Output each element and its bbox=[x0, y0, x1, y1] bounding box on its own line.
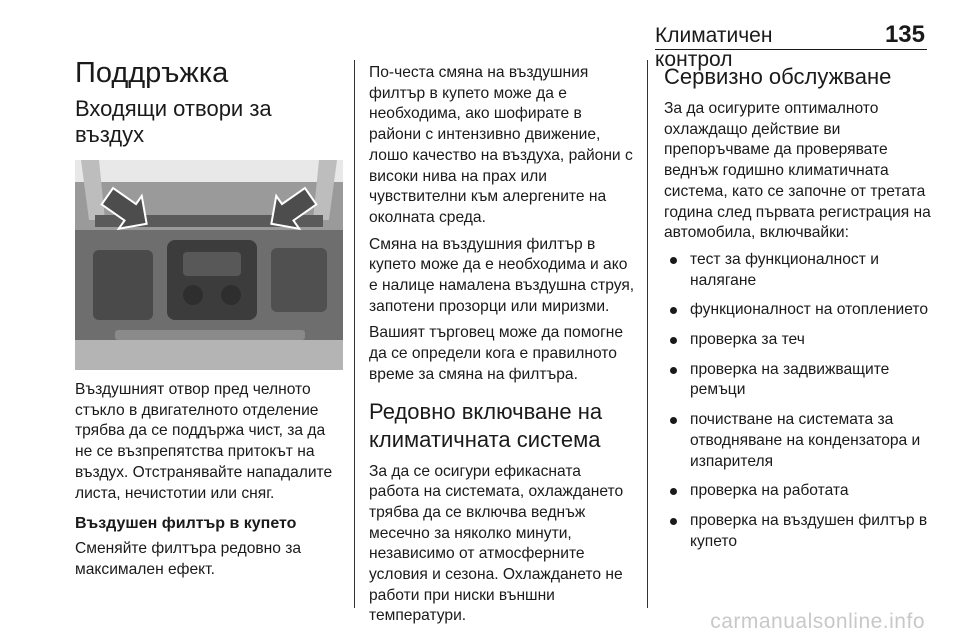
bullet-icon bbox=[670, 257, 677, 264]
bullet-icon bbox=[670, 417, 677, 424]
filter-paragraph: Сменяйте филтъра редовно за максимален ефект. bbox=[75, 539, 302, 578]
list-item bbox=[664, 360, 932, 401]
list-item-text: проверка на въздушен филтър в купето bbox=[690, 511, 928, 550]
engine-bay-photo bbox=[75, 160, 343, 370]
column-divider-2 bbox=[647, 60, 648, 608]
list-item-text: проверка на работата bbox=[690, 482, 849, 500]
service-heading: Сервизно обслужване bbox=[664, 64, 892, 89]
bullet-icon bbox=[670, 367, 677, 374]
section-title: Поддръжка bbox=[75, 57, 229, 89]
list-item-text: функционалност на отоплението bbox=[690, 301, 929, 319]
list-item bbox=[664, 511, 932, 552]
list-item-text: проверка на задвижващите ремъци bbox=[690, 360, 890, 399]
list-item bbox=[664, 330, 932, 351]
subsection-title: Входящи отвори за въздух bbox=[75, 96, 272, 147]
watermark: carmanualsonline.info bbox=[710, 610, 925, 633]
list-item-text: проверка за теч bbox=[690, 331, 805, 349]
column-1 bbox=[75, 56, 343, 586]
paragraph-4: За да се осигури ефикасната работа на системата, охлаждането трябва да се включва веднъж месечно за няколко минути, независимо от атмосферните условия и сезона. Охлаждането не работи при ниски външни температури. bbox=[369, 462, 624, 625]
list-item bbox=[664, 300, 932, 321]
list-item bbox=[664, 250, 932, 291]
air-inlet-paragraph: Въздушният отвор пред челното стъкло в двигателното отделение трябва да се поддържа чист, за да не се възпрепятства притокът на въздух. Отстранявайте нападалите листа, нечистотии или сняг. bbox=[75, 381, 333, 502]
page-header bbox=[655, 18, 927, 71]
column-3 bbox=[664, 63, 932, 561]
bullet-icon bbox=[670, 337, 677, 344]
bullet-icon bbox=[670, 488, 677, 495]
list-item bbox=[664, 481, 932, 502]
service-intro: За да осигурите оптималното охлаждащо действие ви препоръчваме да проверявате веднъж годишно климатичната система, като се започне от третата година след първата регистрация на автомобила, включвайки: bbox=[664, 100, 931, 242]
page-number: 135 bbox=[884, 21, 925, 48]
column-2 bbox=[369, 63, 635, 633]
header-title: Климатичен контрол bbox=[655, 24, 773, 71]
list-item bbox=[664, 410, 932, 472]
paragraph-1: По-честа смяна на въздушния филтър в купето може да е необходима, ако шофирате в райони с интензивно движение, лошо качество на въздуха, райони с високи нива на прах или чувствителни към алергените на околната среда. bbox=[369, 64, 633, 226]
service-list bbox=[664, 250, 932, 552]
paragraph-3: Вашият търговец може да помогне да се определи кога е правилното време за смяна на филтъра. bbox=[369, 324, 624, 383]
filter-heading: Въздушен филтър в купето bbox=[75, 515, 297, 533]
column-divider-1 bbox=[354, 60, 355, 608]
bullet-icon bbox=[670, 307, 677, 314]
header-rule bbox=[655, 49, 927, 50]
regular-operation-heading: Редовно включване на климатичната система bbox=[369, 398, 603, 452]
list-item-text: почистване на системата за отводняване на кондензатора и изпарителя bbox=[690, 411, 921, 470]
list-item-text: тест за функционалност и налягане bbox=[690, 250, 879, 289]
bullet-icon bbox=[670, 518, 677, 525]
paragraph-2: Смяна на въздушния филтър в купето може да е необходима и ако е налице намалена въздушна струя, запотени прозорци или миризми. bbox=[369, 235, 635, 315]
